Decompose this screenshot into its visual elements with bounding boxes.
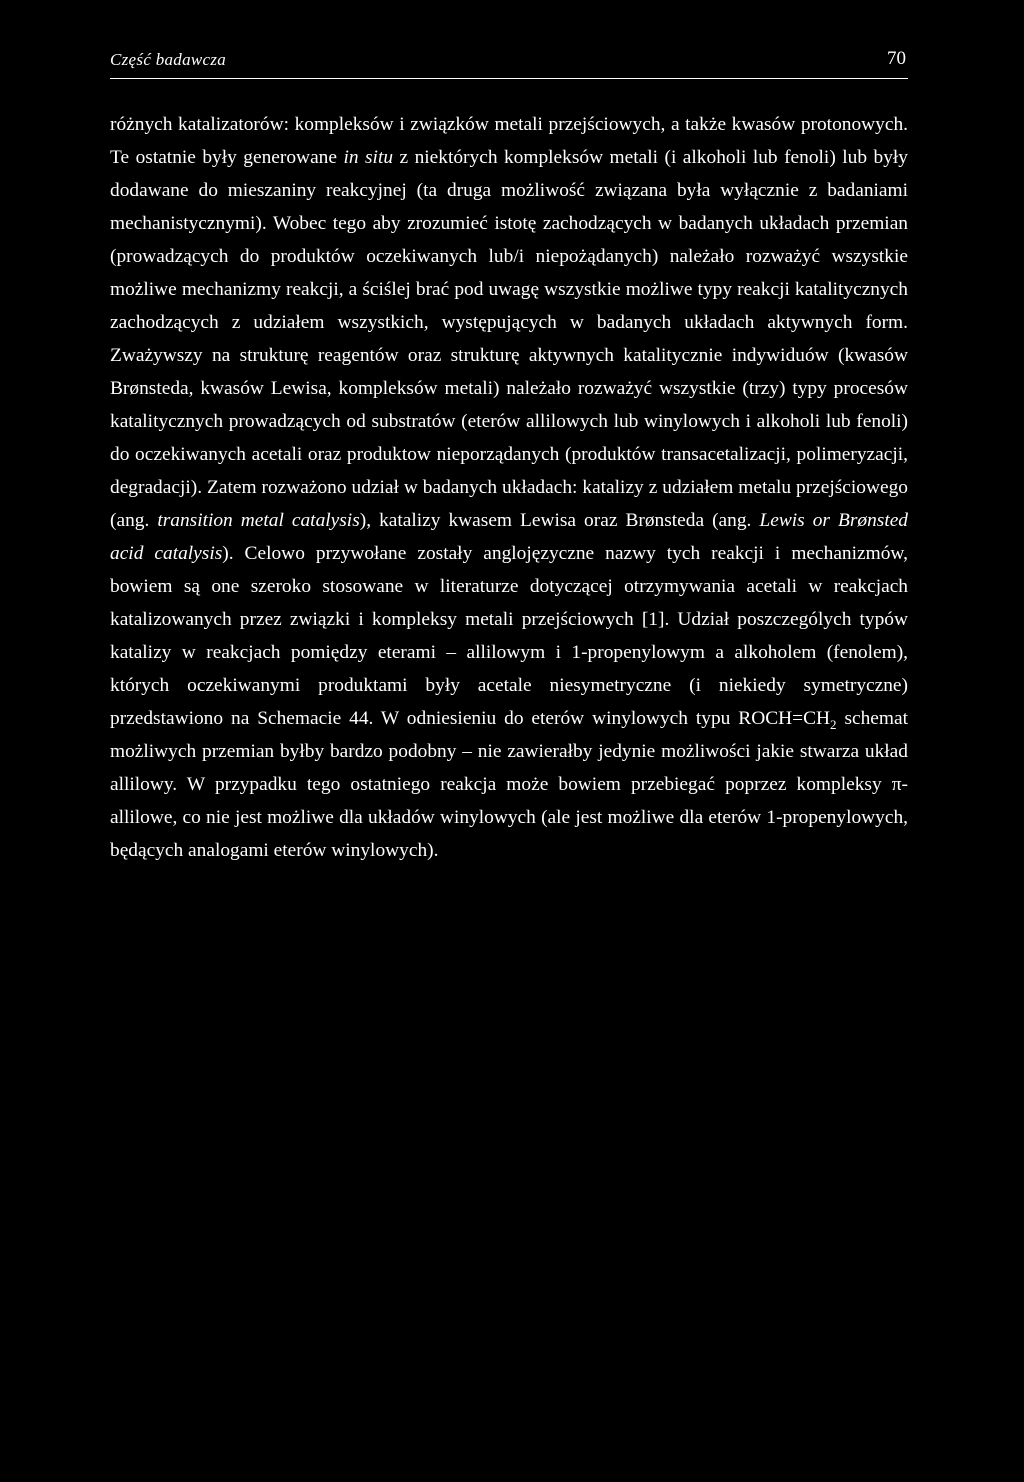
text-run: ), katalizy kwasem Lewisa oraz Brønsteda (ang. <box>359 510 760 531</box>
page-number: 70 <box>887 48 906 69</box>
subscript-2: 2 <box>830 716 837 732</box>
italic-term-lewis-bronsted-catalysis: Lewis or Brønsted acid catalysis <box>110 510 909 564</box>
text-run: różnych katalizatorów: kompleksów i związków metali przejściowych, a także kwasów protonowych. Te ostatnie były generowane <box>110 114 908 168</box>
section-title: Część badawcza <box>110 50 227 69</box>
text-run: ). Celowo przywołane zostały anglojęzyczne nazwy tych reakcji i mechanizmów, bowiem są one szeroko stosowane w literaturze dotyczącej otrzymywania acetali w reakcjach katalizowanych przez związki i kompleksy metali przejściowych [1]. Udział poszczególych typów katalizy w reakcjach pomiędzy eterami – allilowym i 1-propenylowym a alkoholem (fenolem), których oczekiwanymi produktami były acetale niesymetryczne (i niekiedy symetryczne) przedstawiono na Schemacie 44. W odniesieniu do eterów winylowych typu ROCH=CH <box>110 543 908 729</box>
italic-term-in-situ: in situ <box>343 147 394 168</box>
text-run: z niektórych kompleksów metali (i alkoholi lub fenoli) lub były dodawane do mieszaniny reakcyjnej (ta druga możliwość związana była wyłącznie z badaniami mechanistycznymi). Wobec tego aby zrozumieć istotę zachodzących w badanych układach przemian (prowadzących do produktów oczekiwanych lub/i niepożądanych) należało rozważyć wszystkie możliwe mechanizmy reakcji, a ściślej brać pod uwagę wszystkie możliwe typy reakcji katalitycznych zachodzących z udziałem wszystkich, występujących w badanych układach aktywnych form. Zważywszy na strukturę reagentów oraz strukturę aktywnych katalitycznie indywiduów (kwasów Brønsteda, kwasów Lewisa, kompleksów metali) należało rozważyć wszystkie (trzy) typy procesów katalitycznych prowadzących od substratów (eterów allilowych lub winylowych i alkoholi lub fenoli) do oczekiwanych acetali oraz produktow nieporządanych (produktów transacetalizacji, polimeryzacji, degradacji). Zatem rozważono udział w badanych układach: katalizy z udziałem metalu przejściowego (ang. <box>110 147 908 531</box>
body-paragraph <box>110 108 908 867</box>
page-header <box>110 46 908 79</box>
italic-term-transition-metal-catalysis: transition metal catalysis <box>157 510 360 531</box>
text-run: schemat możliwych przemian byłby bardzo podobny – nie zawierałby jedynie możliwości jakie stwarza układ allilowy. W przypadku tego ostatniego reakcja może bowiem przebiegać poprzez kompleksy π-allilowe, co nie jest możliwe dla układów winylowych (ale jest możliwe dla eterów 1-propenylowych, będących analogami eterów winylowych). <box>110 708 908 861</box>
